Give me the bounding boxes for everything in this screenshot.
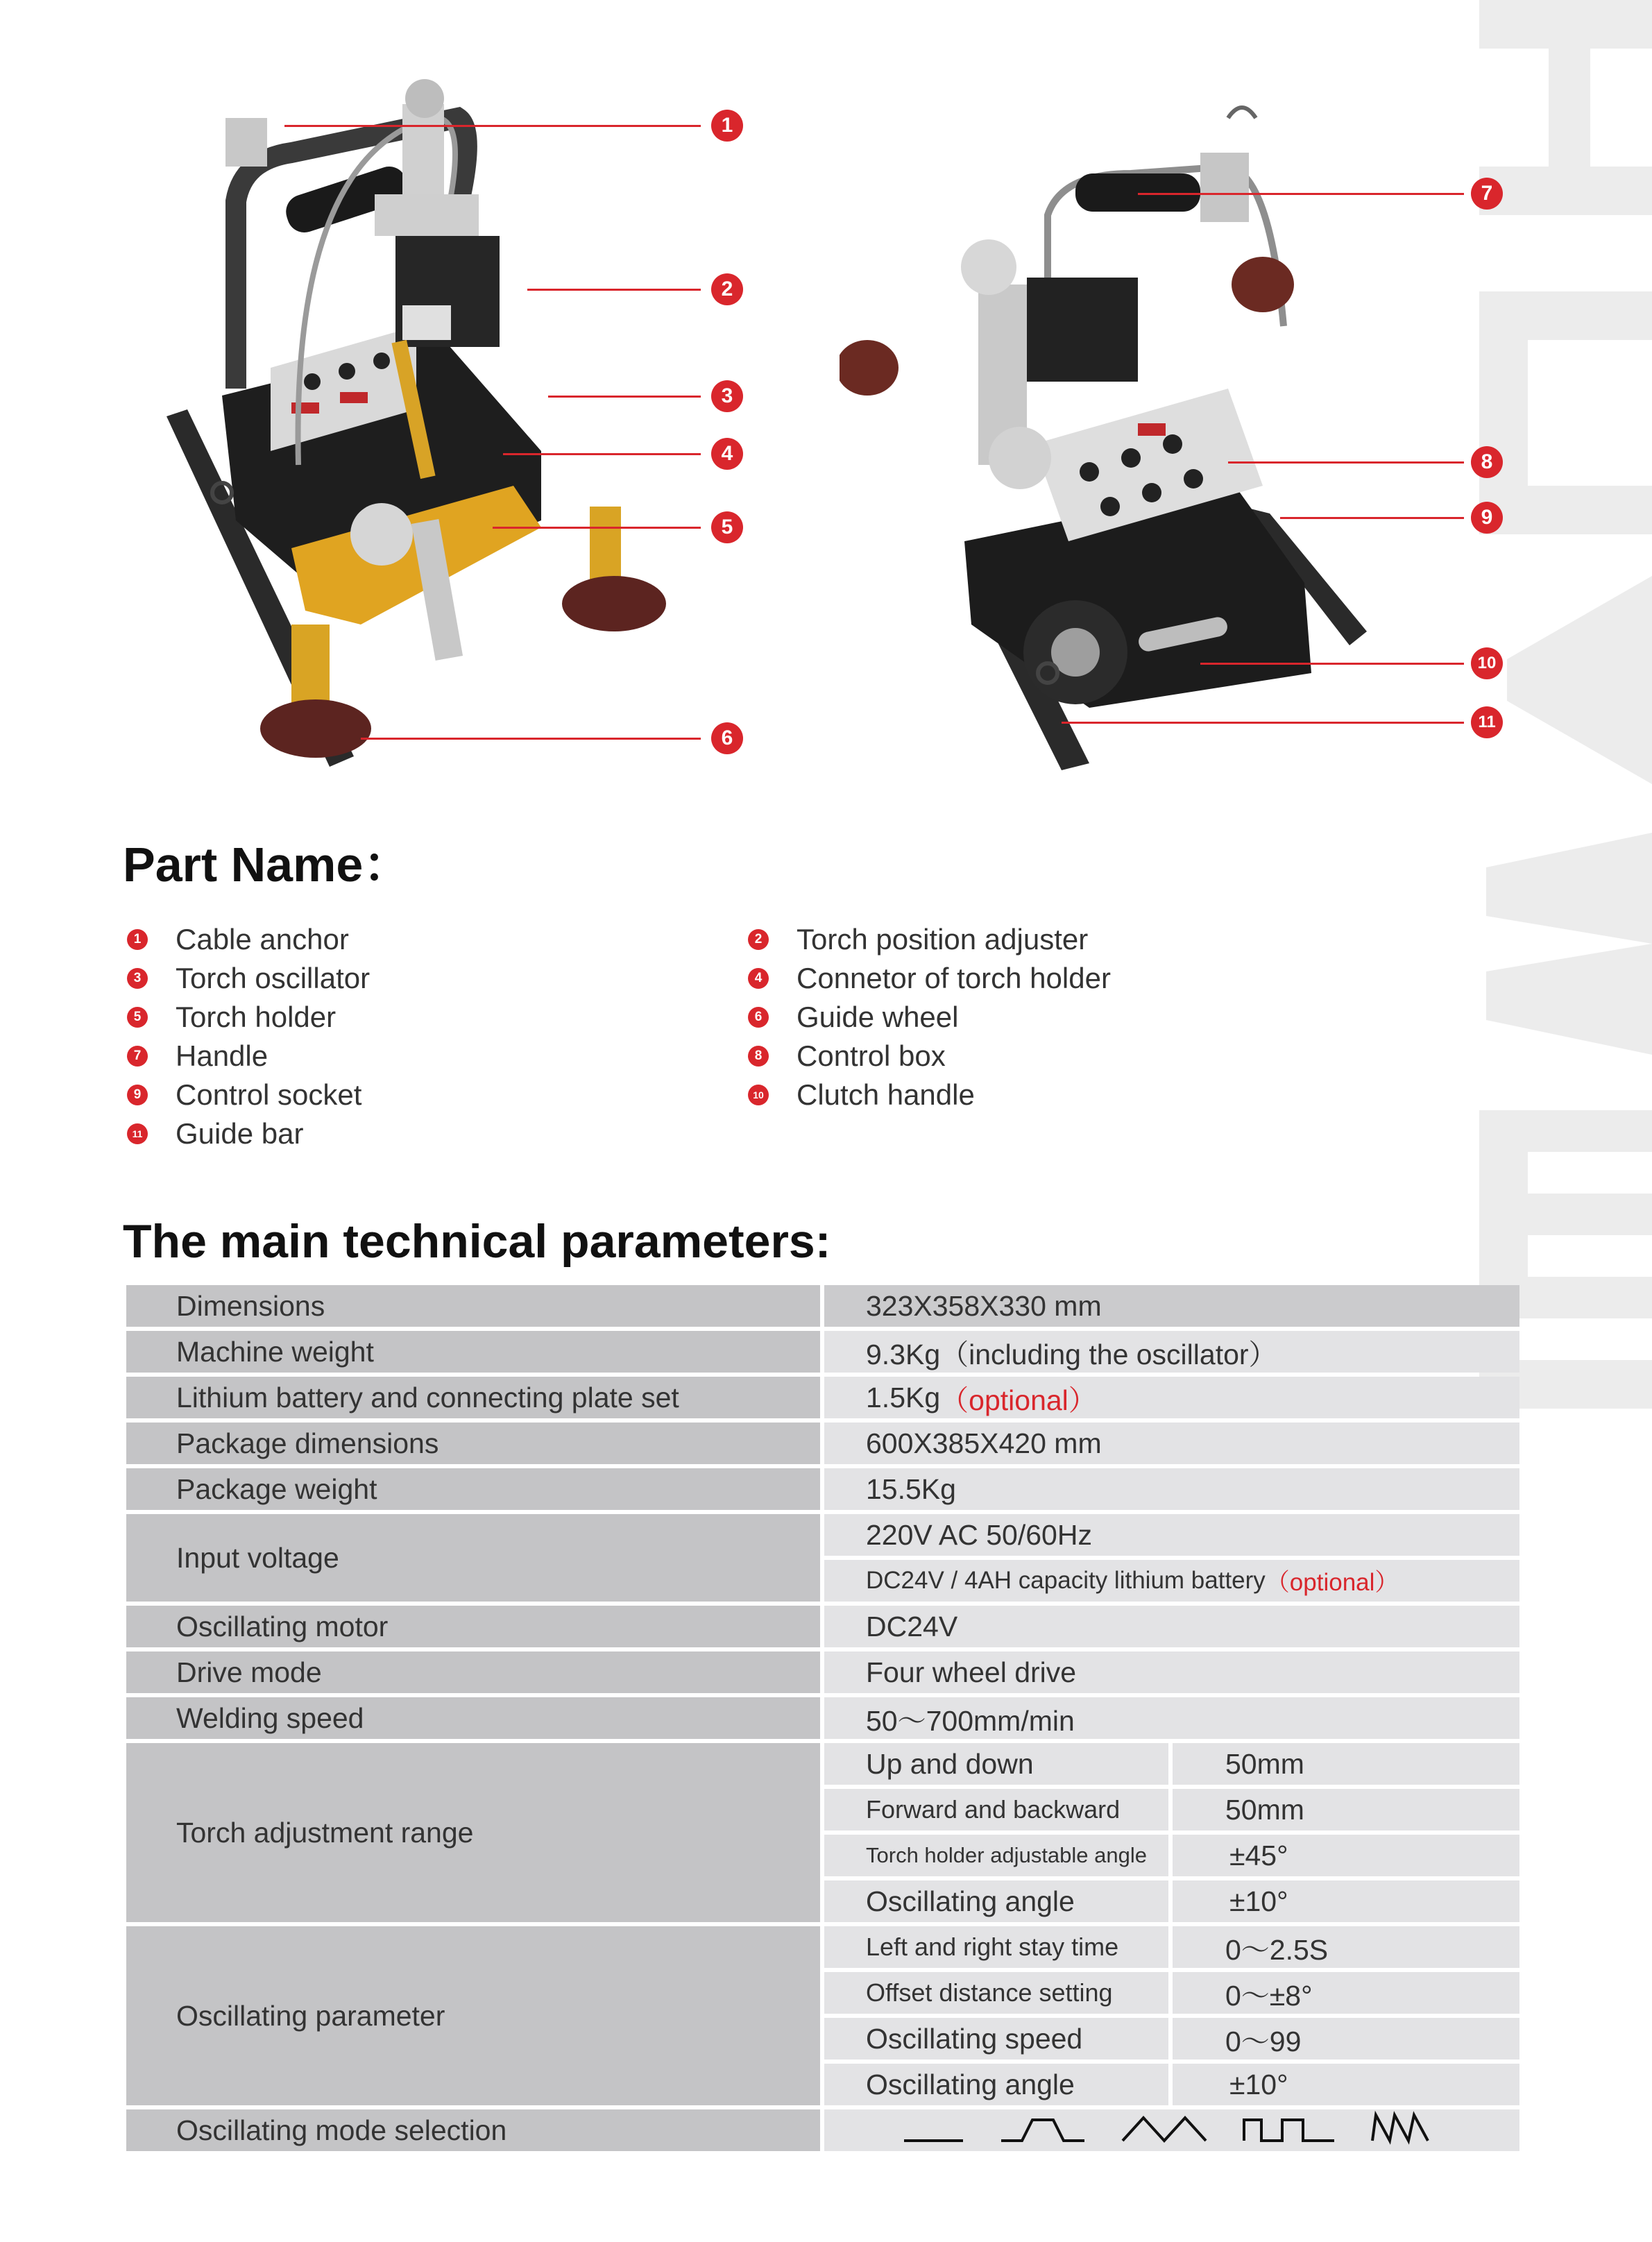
part-number-badge: 4 <box>748 968 769 989</box>
sub-param-value: ±10° <box>1173 2064 1519 2105</box>
callout-marker: 5 <box>711 511 743 543</box>
machine-photo-back <box>840 97 1395 770</box>
part-item <box>127 959 370 998</box>
param-value: Four wheel drive <box>824 1651 1519 1693</box>
sub-param-name: Oscillating angle <box>824 2064 1168 2105</box>
part-item <box>127 1076 361 1114</box>
callout-line-1 <box>284 125 701 127</box>
technical-parameters-heading: The main technical parameters: <box>123 1215 831 1268</box>
callout-line-2 <box>527 289 701 291</box>
mode-dense-zigzag-icon <box>1372 2115 1428 2141</box>
param-label: Torch adjustment range <box>126 1743 820 1922</box>
sub-param-value: 0～±8° <box>1173 1972 1519 2014</box>
mode-zigzag-icon <box>1123 2118 1206 2141</box>
part-label: Torch holder <box>176 1001 337 1033</box>
callout-marker: 4 <box>711 438 743 470</box>
param-value: DC24V <box>824 1606 1519 1647</box>
callout-line-9 <box>1280 517 1464 519</box>
param-value: 15.5Kg <box>824 1468 1519 1510</box>
mode-icons-cell <box>824 2109 1519 2151</box>
param-label: Package weight <box>126 1468 820 1510</box>
part-item <box>127 1114 303 1153</box>
part-item <box>748 998 958 1037</box>
optional-note: （optional） <box>1265 1569 1399 1596</box>
part-item <box>127 920 349 959</box>
battery-weight: 1.5Kg <box>866 1381 941 1413</box>
callout-line-8 <box>1228 461 1464 464</box>
param-label: Drive mode <box>126 1651 820 1693</box>
part-item <box>748 920 1088 959</box>
callout-marker: 10 <box>1471 647 1503 679</box>
sub-param-name: Offset distance setting <box>824 1972 1168 2014</box>
callout-marker: 2 <box>711 273 743 305</box>
callout-marker: 3 <box>711 380 743 412</box>
callout-marker: 6 <box>711 722 743 754</box>
callout-marker: 7 <box>1471 178 1503 210</box>
param-label: Input voltage <box>126 1514 820 1602</box>
callout-marker: 11 <box>1471 706 1503 738</box>
param-label: Machine weight <box>126 1331 820 1373</box>
callout-marker: 8 <box>1471 446 1503 478</box>
param-label: Dimensions <box>126 1285 820 1327</box>
part-label: Control socket <box>176 1078 362 1111</box>
param-label: Lithium battery and connecting plate set <box>126 1377 820 1418</box>
sub-param-value: 50mm <box>1173 1743 1519 1785</box>
part-number-badge: 5 <box>127 1007 148 1028</box>
part-label: Torch position adjuster <box>797 923 1089 956</box>
part-number-badge: 3 <box>127 968 148 989</box>
sub-param-name: Up and down <box>824 1743 1168 1785</box>
sub-param-name: Oscillating angle <box>824 1880 1168 1922</box>
mode-square-icon <box>1244 2120 1334 2141</box>
sub-param-name: Forward and backward <box>824 1789 1168 1831</box>
callout-line-3 <box>548 396 701 398</box>
part-number-badge: 11 <box>127 1123 148 1144</box>
param-value: 220V AC 50/60Hz <box>824 1514 1519 1556</box>
part-label: Clutch handle <box>797 1078 975 1111</box>
sub-param-value: 0～99 <box>1173 2018 1519 2060</box>
part-name-heading: Part Name： <box>123 838 412 892</box>
callout-line-11 <box>1062 722 1464 724</box>
sub-param-value: 50mm <box>1173 1789 1519 1831</box>
part-item <box>748 959 1111 998</box>
part-label: Guide bar <box>176 1117 304 1150</box>
optional-note: （optional） <box>940 1384 1097 1416</box>
part-number-badge: 6 <box>748 1007 769 1028</box>
part-label: Handle <box>176 1039 269 1072</box>
param-value <box>824 1377 1519 1418</box>
sub-param-name: Torch holder adjustable angle <box>824 1835 1168 1876</box>
callout-line-6 <box>361 738 701 740</box>
param-label: Package dimensions <box>126 1423 820 1464</box>
part-item <box>748 1037 946 1076</box>
param-value: 9.3Kg（including the oscillator） <box>824 1331 1519 1373</box>
param-label: Welding speed <box>126 1697 820 1739</box>
machine-photo-front <box>153 76 735 798</box>
param-label: Oscillating mode selection <box>126 2109 820 2151</box>
param-label: Oscillating parameter <box>126 1926 820 2105</box>
sub-param-value: ±10° <box>1173 1880 1519 1922</box>
part-number-badge: 9 <box>127 1085 148 1105</box>
part-item <box>748 1076 975 1114</box>
battery-spec: DC24V / 4AH capacity lithium battery <box>866 1567 1266 1594</box>
callout-line-4 <box>503 453 701 455</box>
param-label: Oscillating motor <box>126 1606 820 1647</box>
mode-trapezoid-icon <box>1001 2120 1084 2141</box>
param-value: 50～700mm/min <box>824 1697 1519 1739</box>
part-number-badge: 10 <box>748 1085 769 1105</box>
part-item <box>127 998 336 1037</box>
part-item <box>127 1037 268 1076</box>
part-label: Torch oscillator <box>176 962 371 994</box>
oscillating-mode-icons <box>824 2109 1519 2151</box>
callout-line-10 <box>1200 663 1464 665</box>
param-value: 600X385X420 mm <box>824 1423 1519 1464</box>
part-label: Cable anchor <box>176 923 349 956</box>
param-value: 323X358X330 mm <box>824 1285 1519 1327</box>
sub-param-name: Left and right stay time <box>824 1926 1168 1968</box>
part-label: Control box <box>797 1039 946 1072</box>
part-number-badge: 8 <box>748 1046 769 1067</box>
part-number-badge: 1 <box>127 929 148 950</box>
callout-marker: 1 <box>711 110 743 142</box>
sub-param-value: ±45° <box>1173 1835 1519 1876</box>
sub-param-value: 0～2.5S <box>1173 1926 1519 1968</box>
part-label: Connetor of torch holder <box>797 962 1111 994</box>
param-value <box>824 1560 1519 1602</box>
callout-line-5 <box>493 527 701 529</box>
sub-param-name: Oscillating speed <box>824 2018 1168 2060</box>
part-number-badge: 7 <box>127 1046 148 1067</box>
part-number-badge: 2 <box>748 929 769 950</box>
part-label: Guide wheel <box>797 1001 959 1033</box>
callout-line-7 <box>1138 193 1464 195</box>
callout-marker: 9 <box>1471 502 1503 534</box>
